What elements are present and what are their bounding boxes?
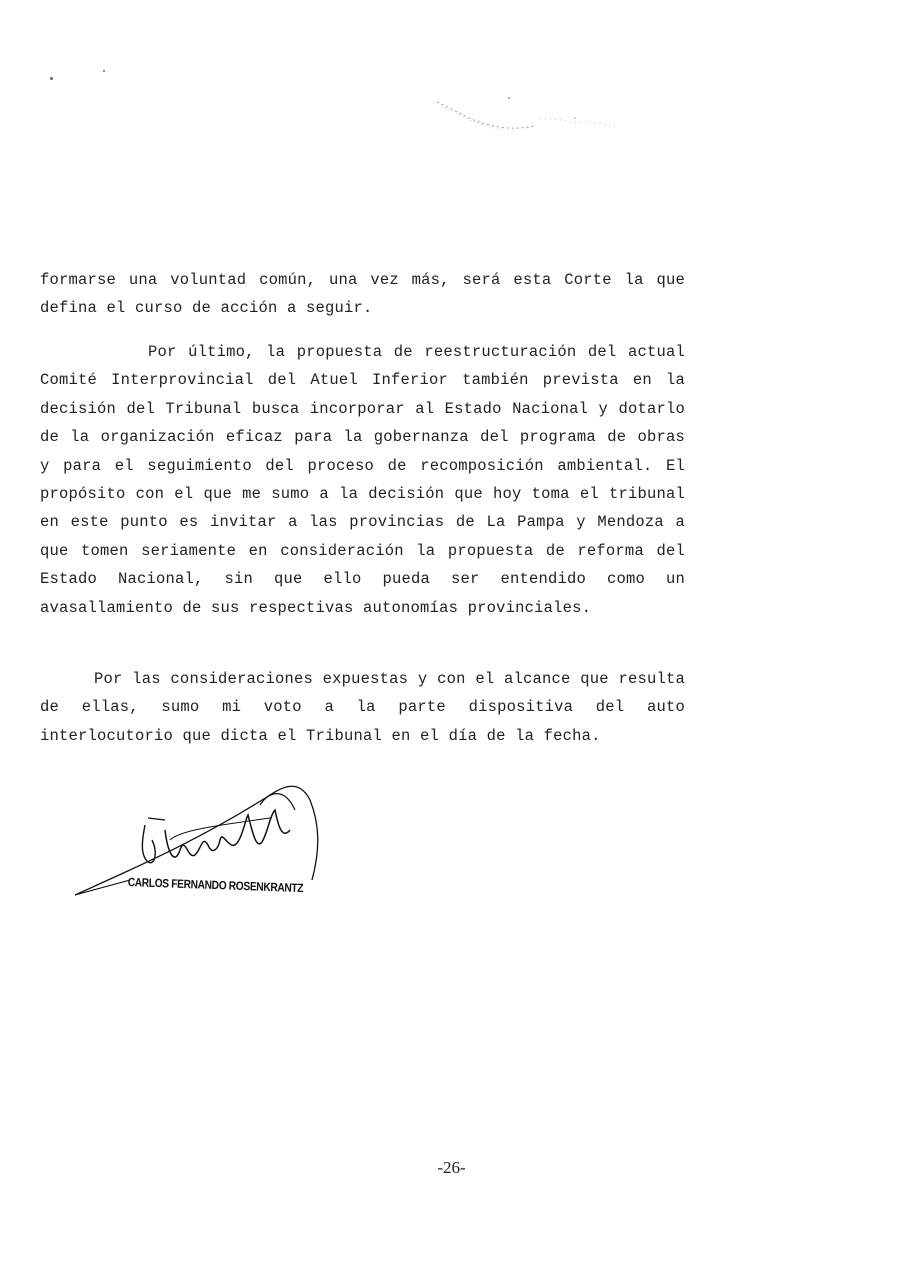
paragraph-continuation: [40, 266, 685, 323]
paragraph-text: formarse una voluntad común, una vez más, será esta Corte la que defina el curso de acción a seguir.: [40, 271, 685, 318]
paragraph-text: Por las consideraciones expuestas y con el alcance que resulta de ellas, sumo mi voto a la parte dispositiva del auto interlocutorio que dicta el Tribunal en el día de la fecha.: [40, 670, 685, 745]
scan-speck: [103, 70, 105, 72]
paragraph-conclusion: [40, 665, 685, 750]
paragraph-restructuring: [40, 338, 685, 622]
signature-block: [70, 770, 350, 910]
page-number: -26-: [437, 1158, 466, 1177]
faint-stamp-mark: [425, 90, 625, 150]
signatory-name: CARLOS FERNANDO ROSENKRANTZ: [127, 875, 304, 896]
paragraph-text: Por último, la propuesta de reestructuración del actual Comité Interprovincial del Atuel Inferior también prevista en la decisión del Tribunal busca incorporar al Estado Nacional y dotarlo de la organización eficaz para la gobernanza del programa de obras y para el seguimiento del proceso de recomposición ambiental. El propósito con el que me sumo a la decisión que hoy toma el tribunal en este punto es invitar a las provincias de La Pampa y Mendoza a que tomen seriamente en consideración la propuesta de reforma del Estado Nacional, sin que ello pueda ser entendido como un avasallamiento de sus respectivas autonomías provinciales.: [40, 343, 685, 617]
scan-speck: [50, 77, 53, 80]
